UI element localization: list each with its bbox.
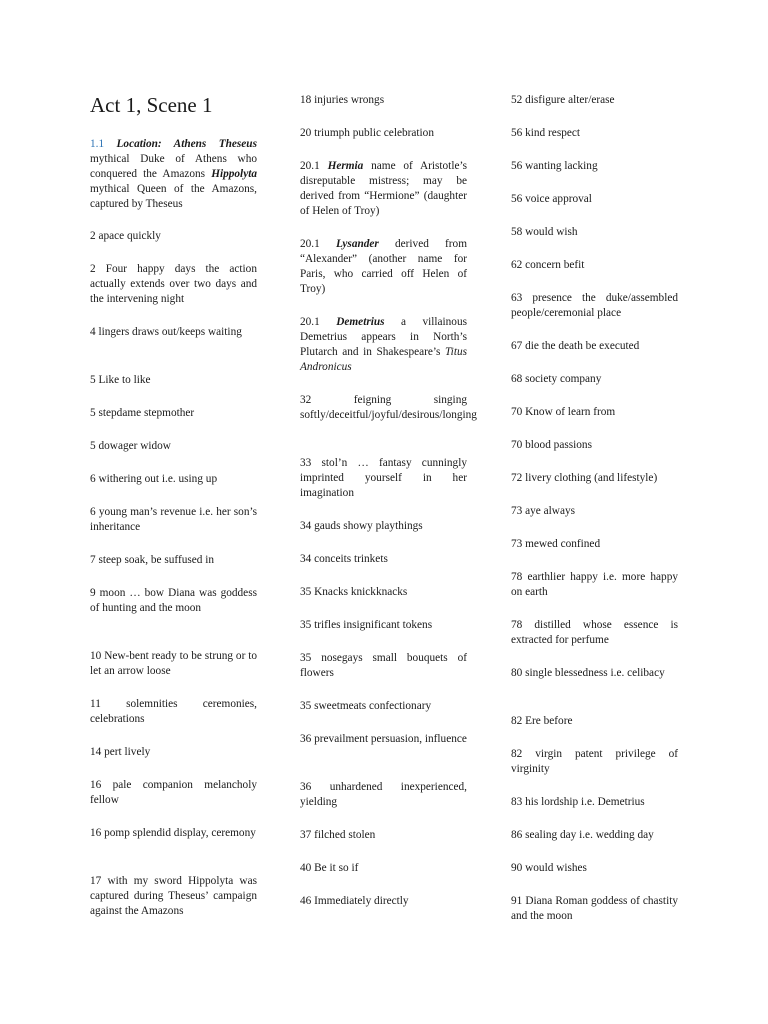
gloss-text: learn from <box>564 406 616 418</box>
gloss-text: 62 <box>511 259 526 271</box>
gloss-text: confined <box>557 538 601 550</box>
gloss-term: triumph <box>314 127 350 139</box>
gloss-text: Diana was goddess of hunting and the moon <box>90 587 257 614</box>
gloss-text: 18 <box>300 94 315 106</box>
gloss-text: knickknacks <box>348 586 408 598</box>
gloss-entry <box>90 649 257 679</box>
gloss-text: stolen <box>345 829 376 841</box>
gloss-term: Knacks <box>314 586 349 598</box>
gloss-text <box>206 138 218 150</box>
gloss-text: wish <box>553 226 578 238</box>
gloss-text: i.e. her son’s inheritance <box>90 506 257 533</box>
gloss-entry <box>300 237 467 297</box>
gloss-entry <box>90 745 257 760</box>
gloss-entry <box>511 372 678 387</box>
gloss-text: i.e. using up <box>159 473 218 485</box>
gloss-term: Lysander <box>335 238 379 250</box>
gloss-term: aye <box>525 505 541 517</box>
gloss-term: unhardened <box>329 781 383 793</box>
gloss-term: Demetrius <box>336 316 385 328</box>
gloss-entry <box>511 438 678 453</box>
gloss-term: Immediately <box>314 895 372 907</box>
gloss-text: 20.1 <box>300 160 328 172</box>
gloss-text: ceremonies, celebrations <box>90 698 257 725</box>
gloss-text: widow <box>137 440 171 452</box>
gloss-text: before <box>540 715 573 727</box>
gloss-text: small bouquets of flowers <box>300 652 467 679</box>
gloss-text: 20.1 <box>300 316 337 328</box>
gloss-text: 78 <box>511 619 535 631</box>
gloss-entry <box>300 894 467 909</box>
gloss-text: ready to be strung or to let an arrow loose <box>90 650 258 677</box>
gloss-term: moon … bow <box>99 587 165 599</box>
gloss-text: melancholy fellow <box>90 779 257 806</box>
gloss-term: mewed <box>525 538 558 550</box>
gloss-term: stol’n … fantasy <box>321 457 412 469</box>
gloss-text: i.e. more happy on earth <box>511 571 678 598</box>
gloss-text: befit <box>560 259 585 271</box>
gloss-entry <box>511 339 678 354</box>
gloss-term: Titus Andronicus <box>300 346 467 373</box>
gloss-text: 72 <box>511 472 526 484</box>
gloss-entry <box>90 586 257 616</box>
gloss-entry <box>300 651 467 681</box>
gloss-term: kind <box>525 127 546 139</box>
gloss-text: soak, be suffused in <box>121 554 215 566</box>
gloss-text: like <box>130 374 151 386</box>
gloss-term: solemnities <box>126 698 178 710</box>
gloss-entry <box>511 795 678 810</box>
gloss-term: prevailment <box>314 733 369 745</box>
gloss-entry <box>511 666 678 681</box>
gloss-entry <box>90 874 257 919</box>
gloss-term: Hermia <box>327 160 364 172</box>
gloss-entry <box>511 93 678 108</box>
gloss-term: pert <box>104 746 122 758</box>
gloss-entry <box>90 826 257 841</box>
gloss-term: pomp <box>104 827 130 839</box>
gloss-text: approval <box>549 193 592 205</box>
gloss-text: 2 <box>90 230 99 242</box>
gloss-term: feigning <box>353 394 392 406</box>
gloss-term: virgin patent <box>535 748 603 760</box>
gloss-entry <box>511 471 678 486</box>
gloss-text: privilege of virginity <box>511 748 678 775</box>
gloss-text: 63 <box>511 292 533 304</box>
gloss-entry <box>300 519 467 534</box>
gloss-text: 10 <box>90 650 105 662</box>
gloss-term: withering out <box>98 473 160 485</box>
gloss-term: sealing day <box>525 829 577 841</box>
gloss-term: blood <box>525 439 551 451</box>
gloss-term: gauds <box>314 520 341 532</box>
gloss-text: 90 <box>511 862 526 874</box>
gloss-text: 82 <box>511 715 526 727</box>
gloss-text: 83 <box>511 796 526 808</box>
gloss-text: 36 <box>300 781 330 793</box>
gloss-text: mythical Duke of Athens who conquered the Amazons <box>90 153 257 180</box>
gloss-text: a villainous Demetrius appears in North’s Plutarch and in Shakespeare’s <box>300 316 467 358</box>
gloss-text: 56 <box>511 127 526 139</box>
gloss-text: 56 <box>511 193 526 205</box>
gloss-text: lacking <box>561 160 598 172</box>
gloss-text: 34 <box>300 553 315 565</box>
gloss-entry <box>300 456 467 501</box>
gloss-text: trinkets <box>351 553 388 565</box>
gloss-text: 20.1 <box>300 238 336 250</box>
gloss-term: 1.1 <box>90 138 105 150</box>
gloss-term: dowager <box>98 440 138 452</box>
gloss-term: presence <box>532 292 572 304</box>
gloss-text: public celebration <box>349 127 434 139</box>
gloss-term: Location: Athens <box>116 138 207 150</box>
gloss-entry <box>300 699 467 714</box>
gloss-text: always <box>540 505 576 517</box>
gloss-term: apace <box>98 230 125 242</box>
gloss-entry <box>511 159 678 174</box>
gloss-term: conceits <box>314 553 352 565</box>
gloss-term: concern <box>525 259 561 271</box>
gloss-term: die the death <box>525 340 583 352</box>
gloss-text: 14 <box>90 746 105 758</box>
gloss-text: stepmother <box>141 407 195 419</box>
gloss-term: nosegays <box>321 652 363 664</box>
gloss-text: 9 <box>90 587 100 599</box>
gloss-text: name of Aristotle’s disreputable mistress; may be derived from “Hermione” (daughter of Helen of Troy) <box>300 160 468 217</box>
gloss-text: 20 <box>300 127 315 139</box>
gloss-term: with my sword <box>107 875 182 887</box>
gloss-text: 67 <box>511 340 526 352</box>
gloss-text: 70 <box>511 406 526 418</box>
gloss-entry <box>511 828 678 843</box>
gloss-text: 33 <box>300 457 322 469</box>
gloss-term: Be it so <box>314 862 349 874</box>
gloss-text: 35 <box>300 619 315 631</box>
gloss-text: 52 <box>511 94 526 106</box>
gloss-text: 68 <box>511 373 526 385</box>
gloss-text: 4 <box>90 326 99 338</box>
gloss-text: 11 <box>90 698 127 710</box>
gloss-text: 16 <box>90 827 105 839</box>
gloss-text: showy playthings <box>340 520 423 532</box>
gloss-text: splendid display, ceremony <box>129 827 256 839</box>
gloss-term: New-bent <box>104 650 149 662</box>
gloss-term: Four happy days <box>105 263 196 275</box>
gloss-text: 6 <box>90 506 99 518</box>
gloss-term: trifles <box>314 619 341 631</box>
gloss-text: 5 <box>90 374 99 386</box>
gloss-term: would <box>525 226 554 238</box>
gloss-entry <box>90 472 257 487</box>
gloss-term: disfigure <box>525 94 566 106</box>
gloss-text: 91 <box>511 895 526 907</box>
gloss-entry <box>511 861 678 876</box>
gloss-text: confectionary <box>366 700 432 712</box>
gloss-entry <box>90 137 257 212</box>
gloss-text: 70 <box>511 439 526 451</box>
page-title: Act 1, Scene 1 <box>90 93 213 117</box>
gloss-term: Hippolyta <box>211 168 257 180</box>
gloss-text: derived from “Alexander” (another name for Paris, who carried off Helen of Troy) <box>300 238 467 295</box>
gloss-entry <box>511 192 678 207</box>
gloss-term: his lordship <box>525 796 579 808</box>
gloss-term: livery <box>525 472 552 484</box>
gloss-entry <box>511 714 678 729</box>
gloss-entry <box>90 373 257 388</box>
gloss-term: sweetmeats <box>314 700 367 712</box>
gloss-text: directly <box>371 895 409 907</box>
gloss-term: lingers <box>98 326 130 338</box>
gloss-text: 56 <box>511 160 526 172</box>
gloss-text: be executed <box>582 340 640 352</box>
gloss-term: would <box>525 862 554 874</box>
gloss-text: passions <box>550 439 592 451</box>
gloss-text: singing softly/deceitful/joyful/desirous/longing <box>300 394 477 421</box>
gloss-text: cunningly imprinted yourself in her imagination <box>300 457 467 499</box>
gloss-entry <box>511 405 678 420</box>
gloss-text: 35 <box>300 652 322 664</box>
gloss-entry <box>300 861 467 876</box>
gloss-entry <box>511 894 678 924</box>
gloss-term: single blessedness <box>525 667 608 679</box>
gloss-entry <box>511 537 678 552</box>
gloss-text: 36 <box>300 733 315 745</box>
gloss-text: whose essence is extracted for perfume <box>511 619 679 646</box>
gloss-text: 16 <box>90 779 113 791</box>
gloss-entry <box>511 291 678 321</box>
gloss-term: distilled <box>534 619 571 631</box>
gloss-term: Know of <box>525 406 565 418</box>
gloss-entry <box>300 393 477 423</box>
gloss-entry <box>300 315 467 375</box>
gloss-text: mythical Queen of the Amazons, captured by Theseus <box>90 183 257 210</box>
gloss-term: Like to <box>98 374 131 386</box>
gloss-text: respect <box>545 127 581 139</box>
gloss-text: 46 <box>300 895 315 907</box>
gloss-text: alter/erase <box>565 94 615 106</box>
gloss-entry <box>300 618 467 633</box>
gloss-entry <box>90 505 257 535</box>
gloss-term: Ere <box>525 715 541 727</box>
gloss-text: Roman goddess of chastity and the moon <box>511 895 678 922</box>
gloss-text: the action actually extends over two days and the intervening night <box>90 263 257 305</box>
gloss-text: lively <box>121 746 151 758</box>
gloss-text <box>104 138 116 150</box>
gloss-text: 6 <box>90 473 99 485</box>
gloss-term: steep <box>98 554 122 566</box>
gloss-term: earthlier happy <box>527 571 598 583</box>
gloss-text: i.e. wedding day <box>576 829 654 841</box>
gloss-entry <box>90 439 257 454</box>
gloss-text: 73 <box>511 538 526 550</box>
gloss-term: voice <box>525 193 550 205</box>
gloss-entry <box>90 262 257 307</box>
gloss-entry <box>511 126 678 141</box>
gloss-text: 82 <box>511 748 536 760</box>
gloss-term: young man’s revenue <box>98 506 197 518</box>
gloss-text: 5 <box>90 407 99 419</box>
gloss-text: 86 <box>511 829 526 841</box>
gloss-text: Hippolyta was captured during Theseus’ campaign against the Amazons <box>90 875 257 917</box>
gloss-text: inexperienced, yielding <box>300 781 467 808</box>
gloss-text: quickly <box>124 230 161 242</box>
gloss-text: 73 <box>511 505 526 517</box>
gloss-text: wishes <box>553 862 587 874</box>
gloss-entry <box>511 747 678 777</box>
gloss-entry <box>300 159 467 219</box>
gloss-term: society <box>525 373 558 385</box>
gloss-entry <box>300 732 467 747</box>
gloss-text: draws out/keeps waiting <box>129 326 242 338</box>
gloss-term: injuries <box>314 94 349 106</box>
gloss-text: 2 <box>90 263 106 275</box>
gloss-text: 37 <box>300 829 315 841</box>
gloss-term: filched <box>314 829 346 841</box>
gloss-text: 40 <box>300 862 315 874</box>
gloss-entry <box>511 618 678 648</box>
gloss-text: 5 <box>90 440 99 452</box>
gloss-entry <box>90 553 257 568</box>
gloss-text: insignificant tokens <box>340 619 433 631</box>
gloss-text: 34 <box>300 520 315 532</box>
gloss-text: 32 <box>300 394 354 406</box>
gloss-text: wrongs <box>348 94 385 106</box>
gloss-text: 78 <box>511 571 528 583</box>
gloss-term: Theseus <box>218 138 257 150</box>
gloss-text: 17 <box>90 875 108 887</box>
gloss-entry <box>300 552 467 567</box>
gloss-entry <box>90 229 257 244</box>
gloss-term: pale companion <box>112 779 193 791</box>
gloss-text: i.e. celibacy <box>607 667 665 679</box>
gloss-entry <box>300 585 467 600</box>
gloss-entry <box>300 828 467 843</box>
gloss-entry <box>511 570 678 600</box>
gloss-text: 35 <box>300 586 315 598</box>
gloss-entry <box>300 126 467 141</box>
gloss-term: Diana <box>525 895 553 907</box>
gloss-text: 35 <box>300 700 315 712</box>
gloss-entry <box>90 778 257 808</box>
gloss-text: i.e. Demetrius <box>578 796 645 808</box>
gloss-entry <box>300 780 467 810</box>
gloss-text: clothing (and lifestyle) <box>551 472 658 484</box>
gloss-text: 7 <box>90 554 99 566</box>
gloss-entry <box>511 225 678 240</box>
gloss-term: wanting <box>525 160 562 172</box>
gloss-text: 80 <box>511 667 526 679</box>
gloss-text: the duke/assembled people/ceremonial place <box>511 292 678 319</box>
gloss-text: persuasion, influence <box>368 733 467 745</box>
gloss-text: company <box>557 373 602 385</box>
gloss-entry <box>90 697 257 727</box>
gloss-entry <box>511 504 678 519</box>
gloss-entry <box>300 93 467 108</box>
gloss-text: 58 <box>511 226 526 238</box>
gloss-entry <box>511 258 678 273</box>
gloss-entry <box>90 325 257 340</box>
gloss-entry <box>90 406 257 421</box>
gloss-term: stepdame <box>98 407 142 419</box>
gloss-text: if <box>348 862 359 874</box>
